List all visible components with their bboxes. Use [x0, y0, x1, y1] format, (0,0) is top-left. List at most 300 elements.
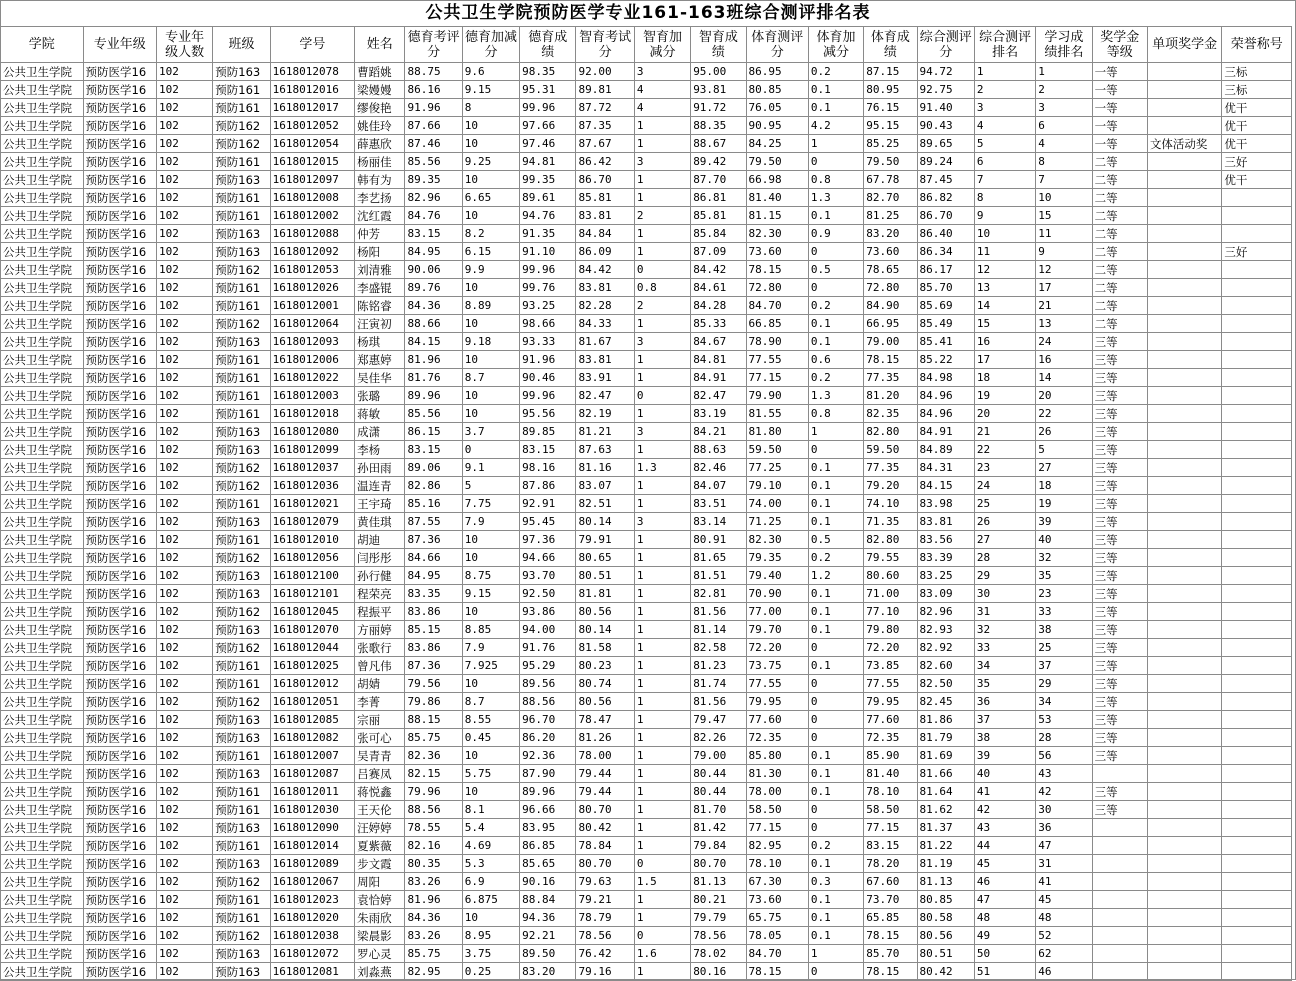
cell-moral-score[interactable]: 85.16: [405, 495, 462, 513]
header-scholarship-level[interactable]: 奖学金等级: [1092, 27, 1147, 63]
cell-honor-title[interactable]: [1222, 549, 1292, 567]
cell-sports-score[interactable]: 67.30: [746, 873, 808, 891]
cell-moral-result[interactable]: 88.56: [520, 693, 576, 711]
cell-moral-adjust[interactable]: 9.1: [462, 459, 519, 477]
cell-moral-score[interactable]: 85.75: [405, 945, 462, 963]
cell-moral-result[interactable]: 87.90: [520, 765, 576, 783]
cell-sports-score[interactable]: 77.25: [746, 459, 808, 477]
cell-major-count[interactable]: 102: [156, 333, 212, 351]
cell-scholarship-level[interactable]: 三等: [1092, 603, 1147, 621]
cell-overall-score[interactable]: 85.69: [917, 297, 974, 315]
cell-intellect-adjust[interactable]: 1: [634, 495, 690, 513]
cell-single-award[interactable]: [1147, 63, 1221, 81]
cell-moral-score[interactable]: 81.76: [405, 369, 462, 387]
cell-college[interactable]: 公共卫生学院: [1, 963, 84, 981]
cell-overall-score[interactable]: 80.51: [917, 945, 974, 963]
cell-study-rank[interactable]: 39: [1036, 513, 1092, 531]
cell-overall-score[interactable]: 86.70: [917, 207, 974, 225]
cell-intellect-result[interactable]: 81.13: [691, 873, 746, 891]
cell-intellect-result[interactable]: 81.14: [691, 621, 746, 639]
cell-major-grade[interactable]: 预防医学16: [83, 783, 156, 801]
cell-moral-score[interactable]: 83.15: [405, 225, 462, 243]
cell-sports-adjust[interactable]: 0.1: [808, 891, 863, 909]
cell-sports-score[interactable]: 73.60: [746, 243, 808, 261]
cell-overall-rank[interactable]: 46: [974, 873, 1035, 891]
cell-sports-adjust[interactable]: 0.1: [808, 81, 863, 99]
cell-sports-adjust[interactable]: 0.2: [808, 549, 863, 567]
cell-overall-rank[interactable]: 51: [974, 963, 1035, 981]
cell-single-award[interactable]: [1147, 657, 1221, 675]
cell-moral-result[interactable]: 86.85: [520, 837, 576, 855]
cell-intellect-adjust[interactable]: 1: [634, 171, 690, 189]
cell-overall-score[interactable]: 83.25: [917, 567, 974, 585]
cell-moral-score[interactable]: 85.56: [405, 153, 462, 171]
cell-overall-score[interactable]: 89.24: [917, 153, 974, 171]
cell-major-count[interactable]: 102: [156, 387, 212, 405]
cell-name[interactable]: 汪寅初: [355, 315, 405, 333]
cell-name[interactable]: 孙田雨: [355, 459, 405, 477]
cell-scholarship-level[interactable]: 三等: [1092, 531, 1147, 549]
cell-student-id[interactable]: 1618012064: [270, 315, 355, 333]
cell-scholarship-level[interactable]: [1092, 891, 1147, 909]
cell-sports-adjust[interactable]: 0.1: [808, 477, 863, 495]
cell-single-award[interactable]: [1147, 675, 1221, 693]
cell-name[interactable]: 刘清雅: [355, 261, 405, 279]
cell-sports-result[interactable]: 82.35: [864, 405, 917, 423]
cell-study-rank[interactable]: 28: [1036, 729, 1092, 747]
cell-moral-result[interactable]: 98.35: [520, 63, 576, 81]
cell-moral-score[interactable]: 78.55: [405, 819, 462, 837]
header-overall-score[interactable]: 综合测评分: [917, 27, 974, 63]
cell-class[interactable]: 预防162: [213, 549, 270, 567]
cell-name[interactable]: 姚佳玲: [355, 117, 405, 135]
header-overall-rank[interactable]: 综合测评排名: [974, 27, 1035, 63]
cell-name[interactable]: 朱雨欣: [355, 909, 405, 927]
cell-scholarship-level[interactable]: [1092, 909, 1147, 927]
cell-intellect-adjust[interactable]: 1: [634, 405, 690, 423]
cell-study-rank[interactable]: 20: [1036, 387, 1092, 405]
cell-honor-title[interactable]: [1222, 603, 1292, 621]
cell-sports-score[interactable]: 81.30: [746, 765, 808, 783]
cell-major-grade[interactable]: 预防医学16: [83, 567, 156, 585]
cell-college[interactable]: 公共卫生学院: [1, 513, 84, 531]
cell-study-rank[interactable]: 24: [1036, 333, 1092, 351]
cell-class[interactable]: 预防163: [213, 621, 270, 639]
cell-intellect-result[interactable]: 83.14: [691, 513, 746, 531]
cell-class[interactable]: 预防163: [213, 945, 270, 963]
cell-major-grade[interactable]: 预防医学16: [83, 405, 156, 423]
cell-major-count[interactable]: 102: [156, 99, 212, 117]
cell-study-rank[interactable]: 26: [1036, 423, 1092, 441]
cell-single-award[interactable]: [1147, 369, 1221, 387]
cell-moral-adjust[interactable]: 8.2: [462, 225, 519, 243]
cell-intellect-score[interactable]: 87.35: [576, 117, 634, 135]
cell-student-id[interactable]: 1618012017: [270, 99, 355, 117]
cell-sports-adjust[interactable]: 0.1: [808, 333, 863, 351]
cell-moral-result[interactable]: 87.86: [520, 477, 576, 495]
cell-moral-score[interactable]: 79.96: [405, 783, 462, 801]
cell-sports-result[interactable]: 81.40: [864, 765, 917, 783]
cell-study-rank[interactable]: 29: [1036, 675, 1092, 693]
cell-name[interactable]: 郑惠婷: [355, 351, 405, 369]
cell-single-award[interactable]: [1147, 495, 1221, 513]
cell-sports-score[interactable]: 73.75: [746, 657, 808, 675]
cell-intellect-adjust[interactable]: 1: [634, 567, 690, 585]
cell-study-rank[interactable]: 27: [1036, 459, 1092, 477]
cell-moral-adjust[interactable]: 9.6: [462, 63, 519, 81]
cell-intellect-score[interactable]: 81.16: [576, 459, 634, 477]
cell-college[interactable]: 公共卫生学院: [1, 297, 84, 315]
cell-name[interactable]: 胡迪: [355, 531, 405, 549]
cell-student-id[interactable]: 1618012008: [270, 189, 355, 207]
cell-study-rank[interactable]: 48: [1036, 909, 1092, 927]
cell-major-grade[interactable]: 预防医学16: [83, 495, 156, 513]
cell-moral-score[interactable]: 82.16: [405, 837, 462, 855]
cell-sports-result[interactable]: 77.10: [864, 603, 917, 621]
cell-college[interactable]: 公共卫生学院: [1, 261, 84, 279]
cell-moral-score[interactable]: 87.36: [405, 531, 462, 549]
cell-moral-score[interactable]: 84.66: [405, 549, 462, 567]
cell-study-rank[interactable]: 21: [1036, 297, 1092, 315]
cell-intellect-adjust[interactable]: 1: [634, 711, 690, 729]
cell-college[interactable]: 公共卫生学院: [1, 927, 84, 945]
cell-overall-score[interactable]: 92.75: [917, 81, 974, 99]
cell-moral-adjust[interactable]: 9.25: [462, 153, 519, 171]
cell-moral-score[interactable]: 84.95: [405, 567, 462, 585]
cell-sports-result[interactable]: 83.15: [864, 837, 917, 855]
cell-moral-result[interactable]: 85.65: [520, 855, 576, 873]
cell-major-grade[interactable]: 预防医学16: [83, 117, 156, 135]
cell-moral-adjust[interactable]: 10: [462, 315, 519, 333]
cell-sports-score[interactable]: 79.10: [746, 477, 808, 495]
cell-major-count[interactable]: 102: [156, 81, 212, 99]
cell-scholarship-level[interactable]: [1092, 855, 1147, 873]
cell-major-count[interactable]: 102: [156, 747, 212, 765]
cell-moral-score[interactable]: 83.26: [405, 927, 462, 945]
cell-major-grade[interactable]: 预防医学16: [83, 423, 156, 441]
cell-moral-result[interactable]: 97.36: [520, 531, 576, 549]
cell-major-count[interactable]: 102: [156, 837, 212, 855]
cell-moral-adjust[interactable]: 8.7: [462, 693, 519, 711]
cell-intellect-score[interactable]: 89.81: [576, 81, 634, 99]
cell-class[interactable]: 预防163: [213, 513, 270, 531]
cell-sports-result[interactable]: 85.25: [864, 135, 917, 153]
cell-moral-adjust[interactable]: 9.18: [462, 333, 519, 351]
cell-sports-result[interactable]: 77.55: [864, 675, 917, 693]
cell-overall-score[interactable]: 86.82: [917, 189, 974, 207]
cell-sports-score[interactable]: 82.95: [746, 837, 808, 855]
cell-class[interactable]: 预防161: [213, 657, 270, 675]
cell-moral-adjust[interactable]: 7.925: [462, 657, 519, 675]
cell-honor-title[interactable]: 优干: [1222, 135, 1292, 153]
cell-college[interactable]: 公共卫生学院: [1, 153, 84, 171]
cell-college[interactable]: 公共卫生学院: [1, 63, 84, 81]
cell-student-id[interactable]: 1618012021: [270, 495, 355, 513]
cell-scholarship-level[interactable]: 三等: [1092, 585, 1147, 603]
cell-intellect-result[interactable]: 78.56: [691, 927, 746, 945]
cell-college[interactable]: 公共卫生学院: [1, 603, 84, 621]
cell-honor-title[interactable]: [1222, 657, 1292, 675]
cell-intellect-score[interactable]: 84.84: [576, 225, 634, 243]
cell-scholarship-level[interactable]: 一等: [1092, 63, 1147, 81]
cell-sports-score[interactable]: 81.80: [746, 423, 808, 441]
cell-moral-adjust[interactable]: 0.25: [462, 963, 519, 981]
cell-intellect-score[interactable]: 92.00: [576, 63, 634, 81]
cell-intellect-score[interactable]: 78.79: [576, 909, 634, 927]
cell-single-award[interactable]: [1147, 279, 1221, 297]
cell-intellect-adjust[interactable]: 1: [634, 225, 690, 243]
cell-honor-title[interactable]: [1222, 477, 1292, 495]
cell-moral-result[interactable]: 93.70: [520, 567, 576, 585]
cell-college[interactable]: 公共卫生学院: [1, 945, 84, 963]
cell-college[interactable]: 公共卫生学院: [1, 639, 84, 657]
cell-major-count[interactable]: 102: [156, 351, 212, 369]
cell-college[interactable]: 公共卫生学院: [1, 117, 84, 135]
cell-overall-score[interactable]: 83.98: [917, 495, 974, 513]
cell-student-id[interactable]: 1618012052: [270, 117, 355, 135]
cell-sports-result[interactable]: 72.80: [864, 279, 917, 297]
cell-moral-adjust[interactable]: 10: [462, 747, 519, 765]
cell-name[interactable]: 黄佳琪: [355, 513, 405, 531]
cell-honor-title[interactable]: [1222, 387, 1292, 405]
cell-sports-score[interactable]: 78.05: [746, 927, 808, 945]
cell-class[interactable]: 预防161: [213, 99, 270, 117]
cell-moral-result[interactable]: 91.35: [520, 225, 576, 243]
cell-major-count[interactable]: 102: [156, 693, 212, 711]
cell-student-id[interactable]: 1618012001: [270, 297, 355, 315]
cell-name[interactable]: 陈铭睿: [355, 297, 405, 315]
cell-college[interactable]: 公共卫生学院: [1, 333, 84, 351]
cell-moral-adjust[interactable]: 10: [462, 351, 519, 369]
cell-intellect-score[interactable]: 81.58: [576, 639, 634, 657]
header-name[interactable]: 姓名: [355, 27, 405, 63]
cell-sports-result[interactable]: 82.80: [864, 423, 917, 441]
cell-study-rank[interactable]: 1: [1036, 63, 1092, 81]
cell-student-id[interactable]: 1618012079: [270, 513, 355, 531]
cell-overall-score[interactable]: 94.72: [917, 63, 974, 81]
cell-sports-result[interactable]: 78.15: [864, 963, 917, 981]
cell-sports-adjust[interactable]: 0: [808, 279, 863, 297]
cell-class[interactable]: 预防163: [213, 225, 270, 243]
cell-major-grade[interactable]: 预防医学16: [83, 171, 156, 189]
cell-class[interactable]: 预防163: [213, 567, 270, 585]
cell-single-award[interactable]: [1147, 207, 1221, 225]
cell-study-rank[interactable]: 45: [1036, 891, 1092, 909]
cell-college[interactable]: 公共卫生学院: [1, 675, 84, 693]
cell-class[interactable]: 预防161: [213, 495, 270, 513]
cell-study-rank[interactable]: 43: [1036, 765, 1092, 783]
cell-overall-rank[interactable]: 18: [974, 369, 1035, 387]
cell-major-grade[interactable]: 预防医学16: [83, 621, 156, 639]
cell-class[interactable]: 预防161: [213, 369, 270, 387]
cell-moral-score[interactable]: 79.86: [405, 693, 462, 711]
cell-moral-adjust[interactable]: 10: [462, 207, 519, 225]
cell-intellect-result[interactable]: 87.70: [691, 171, 746, 189]
cell-name[interactable]: 成潇: [355, 423, 405, 441]
cell-moral-score[interactable]: 85.75: [405, 729, 462, 747]
cell-honor-title[interactable]: [1222, 945, 1292, 963]
cell-moral-adjust[interactable]: 3.75: [462, 945, 519, 963]
cell-moral-result[interactable]: 95.29: [520, 657, 576, 675]
cell-intellect-adjust[interactable]: 3: [634, 333, 690, 351]
cell-moral-result[interactable]: 93.86: [520, 603, 576, 621]
cell-moral-result[interactable]: 97.46: [520, 135, 576, 153]
cell-study-rank[interactable]: 33: [1036, 603, 1092, 621]
cell-single-award[interactable]: [1147, 711, 1221, 729]
cell-moral-adjust[interactable]: 9.9: [462, 261, 519, 279]
cell-single-award[interactable]: [1147, 441, 1221, 459]
cell-intellect-score[interactable]: 80.56: [576, 693, 634, 711]
cell-sports-score[interactable]: 72.20: [746, 639, 808, 657]
cell-intellect-score[interactable]: 82.51: [576, 495, 634, 513]
cell-college[interactable]: 公共卫生学院: [1, 81, 84, 99]
cell-intellect-score[interactable]: 79.44: [576, 783, 634, 801]
cell-overall-score[interactable]: 83.56: [917, 531, 974, 549]
cell-moral-adjust[interactable]: 10: [462, 531, 519, 549]
cell-intellect-result[interactable]: 79.79: [691, 909, 746, 927]
cell-sports-adjust[interactable]: 0.1: [808, 621, 863, 639]
cell-major-count[interactable]: 102: [156, 909, 212, 927]
cell-major-count[interactable]: 102: [156, 477, 212, 495]
cell-sports-score[interactable]: 77.15: [746, 369, 808, 387]
cell-study-rank[interactable]: 23: [1036, 585, 1092, 603]
cell-overall-score[interactable]: 82.93: [917, 621, 974, 639]
cell-honor-title[interactable]: [1222, 369, 1292, 387]
cell-intellect-score[interactable]: 80.65: [576, 549, 634, 567]
cell-intellect-score[interactable]: 86.42: [576, 153, 634, 171]
cell-major-grade[interactable]: 预防医学16: [83, 261, 156, 279]
cell-study-rank[interactable]: 4: [1036, 135, 1092, 153]
cell-overall-score[interactable]: 86.40: [917, 225, 974, 243]
cell-college[interactable]: 公共卫生学院: [1, 711, 84, 729]
cell-overall-rank[interactable]: 4: [974, 117, 1035, 135]
cell-sports-adjust[interactable]: 0: [808, 153, 863, 171]
cell-overall-rank[interactable]: 30: [974, 585, 1035, 603]
cell-intellect-result[interactable]: 91.72: [691, 99, 746, 117]
cell-moral-result[interactable]: 90.16: [520, 873, 576, 891]
cell-student-id[interactable]: 1618012093: [270, 333, 355, 351]
cell-overall-rank[interactable]: 24: [974, 477, 1035, 495]
cell-overall-score[interactable]: 86.34: [917, 243, 974, 261]
cell-overall-rank[interactable]: 34: [974, 657, 1035, 675]
cell-major-grade[interactable]: 预防医学16: [83, 369, 156, 387]
header-sports-result[interactable]: 体育成绩: [864, 27, 917, 63]
cell-moral-adjust[interactable]: 10: [462, 909, 519, 927]
cell-intellect-result[interactable]: 82.26: [691, 729, 746, 747]
cell-moral-adjust[interactable]: 9.15: [462, 585, 519, 603]
cell-college[interactable]: 公共卫生学院: [1, 783, 84, 801]
cell-intellect-result[interactable]: 86.81: [691, 189, 746, 207]
cell-overall-score[interactable]: 80.85: [917, 891, 974, 909]
cell-name[interactable]: 吴佳华: [355, 369, 405, 387]
cell-moral-adjust[interactable]: 8.89: [462, 297, 519, 315]
cell-intellect-score[interactable]: 80.23: [576, 657, 634, 675]
cell-student-id[interactable]: 1618012007: [270, 747, 355, 765]
cell-overall-rank[interactable]: 25: [974, 495, 1035, 513]
cell-class[interactable]: 预防163: [213, 243, 270, 261]
cell-name[interactable]: 张歌行: [355, 639, 405, 657]
header-major-grade[interactable]: 专业年级: [83, 27, 156, 63]
cell-major-grade[interactable]: 预防医学16: [83, 351, 156, 369]
cell-student-id[interactable]: 1618012011: [270, 783, 355, 801]
cell-major-grade[interactable]: 预防医学16: [83, 225, 156, 243]
cell-sports-adjust[interactable]: 0.5: [808, 261, 863, 279]
cell-sports-adjust[interactable]: 0.2: [808, 297, 863, 315]
cell-honor-title[interactable]: 三标: [1222, 63, 1292, 81]
cell-moral-score[interactable]: 89.06: [405, 459, 462, 477]
cell-sports-result[interactable]: 73.70: [864, 891, 917, 909]
cell-student-id[interactable]: 1618012067: [270, 873, 355, 891]
cell-sports-adjust[interactable]: 0: [808, 243, 863, 261]
cell-moral-score[interactable]: 89.96: [405, 387, 462, 405]
cell-overall-rank[interactable]: 41: [974, 783, 1035, 801]
cell-sports-result[interactable]: 77.35: [864, 369, 917, 387]
cell-overall-score[interactable]: 81.66: [917, 765, 974, 783]
cell-sports-result[interactable]: 79.80: [864, 621, 917, 639]
cell-intellect-adjust[interactable]: 1: [634, 549, 690, 567]
cell-honor-title[interactable]: [1222, 837, 1292, 855]
cell-college[interactable]: 公共卫生学院: [1, 729, 84, 747]
cell-overall-rank[interactable]: 37: [974, 711, 1035, 729]
cell-college[interactable]: 公共卫生学院: [1, 423, 84, 441]
cell-major-count[interactable]: 102: [156, 819, 212, 837]
cell-overall-score[interactable]: 85.49: [917, 315, 974, 333]
cell-sports-adjust[interactable]: 0.1: [808, 783, 863, 801]
cell-name[interactable]: 梁晨影: [355, 927, 405, 945]
cell-student-id[interactable]: 1618012002: [270, 207, 355, 225]
cell-class[interactable]: 预防162: [213, 135, 270, 153]
cell-honor-title[interactable]: 优干: [1222, 99, 1292, 117]
cell-overall-rank[interactable]: 22: [974, 441, 1035, 459]
cell-student-id[interactable]: 1618012101: [270, 585, 355, 603]
cell-scholarship-level[interactable]: [1092, 819, 1147, 837]
cell-scholarship-level[interactable]: 三等: [1092, 801, 1147, 819]
cell-sports-result[interactable]: 65.85: [864, 909, 917, 927]
cell-name[interactable]: 曾凡伟: [355, 657, 405, 675]
cell-honor-title[interactable]: [1222, 459, 1292, 477]
cell-intellect-result[interactable]: 84.28: [691, 297, 746, 315]
cell-single-award[interactable]: [1147, 423, 1221, 441]
cell-sports-score[interactable]: 73.60: [746, 891, 808, 909]
cell-sports-result[interactable]: 85.90: [864, 747, 917, 765]
cell-moral-adjust[interactable]: 7.9: [462, 639, 519, 657]
cell-scholarship-level[interactable]: 三等: [1092, 567, 1147, 585]
cell-sports-score[interactable]: 79.90: [746, 387, 808, 405]
cell-single-award[interactable]: [1147, 549, 1221, 567]
cell-honor-title[interactable]: [1222, 729, 1292, 747]
cell-scholarship-level[interactable]: 二等: [1092, 261, 1147, 279]
cell-intellect-score[interactable]: 80.51: [576, 567, 634, 585]
cell-major-grade[interactable]: 预防医学16: [83, 387, 156, 405]
cell-intellect-result[interactable]: 79.47: [691, 711, 746, 729]
cell-major-count[interactable]: 102: [156, 963, 212, 981]
cell-moral-adjust[interactable]: 7.9: [462, 513, 519, 531]
cell-intellect-adjust[interactable]: 1: [634, 747, 690, 765]
cell-scholarship-level[interactable]: 三等: [1092, 675, 1147, 693]
cell-sports-score[interactable]: 78.15: [746, 261, 808, 279]
cell-name[interactable]: 程荣亮: [355, 585, 405, 603]
cell-sports-adjust[interactable]: 0.1: [808, 315, 863, 333]
cell-sports-result[interactable]: 77.35: [864, 459, 917, 477]
cell-class[interactable]: 预防162: [213, 477, 270, 495]
cell-moral-score[interactable]: 88.75: [405, 63, 462, 81]
cell-overall-score[interactable]: 83.09: [917, 585, 974, 603]
cell-major-count[interactable]: 102: [156, 153, 212, 171]
cell-overall-score[interactable]: 89.65: [917, 135, 974, 153]
cell-major-count[interactable]: 102: [156, 441, 212, 459]
cell-class[interactable]: 预防163: [213, 585, 270, 603]
cell-moral-score[interactable]: 81.96: [405, 351, 462, 369]
